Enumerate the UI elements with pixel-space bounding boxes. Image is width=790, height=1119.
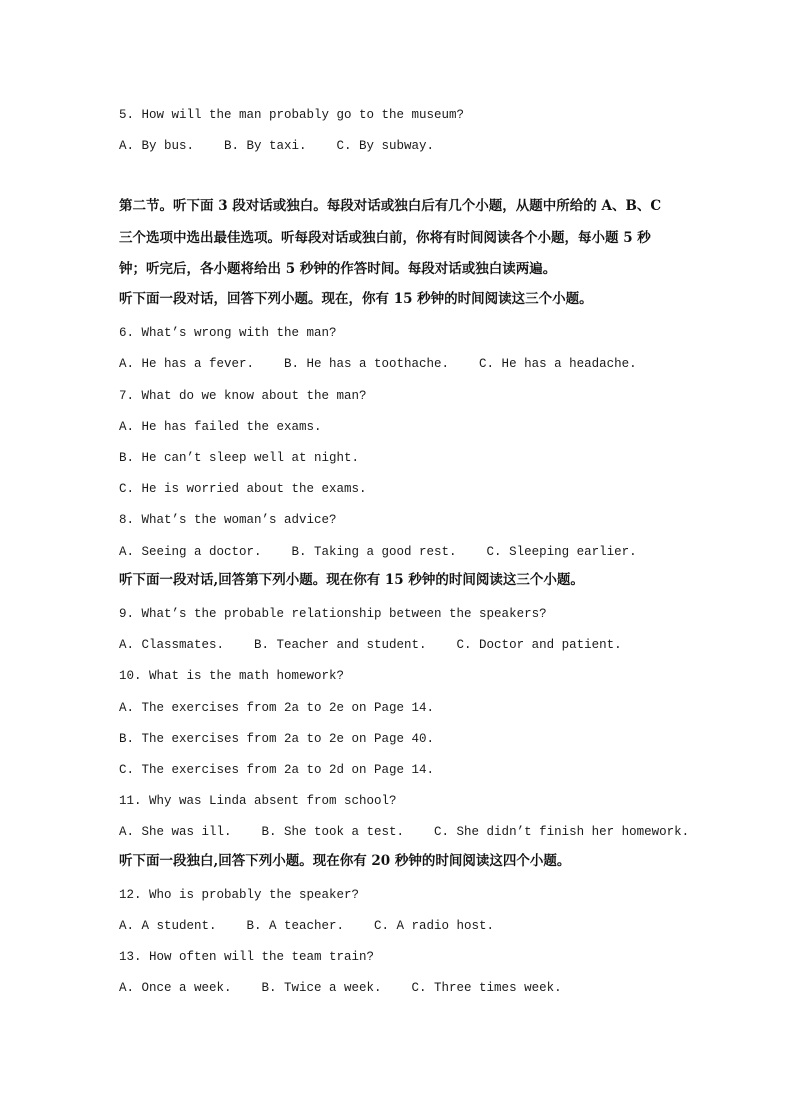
question-11-options: A. She was ill. B. She took a test. C. She didn’t finish her homework.	[119, 825, 690, 839]
question-13-options: A. Once a week. B. Twice a week. C. Three times week.	[119, 981, 562, 995]
question-11: 11. Why was Linda absent from school?	[119, 794, 397, 808]
question-5-options: A. By bus. B. By taxi. C. By subway.	[119, 139, 435, 153]
question-9-options: A. Classmates. B. Teacher and student. C. Doctor and patient.	[119, 638, 622, 652]
question-8-options: A. Seeing a doctor. B. Taking a good rest. C. Sleeping earlier.	[119, 545, 637, 559]
question-10-option-a: A. The exercises from 2a to 2e on Page 14.	[119, 701, 435, 715]
question-8: 8. What’s the woman’s advice?	[119, 513, 337, 527]
question-6: 6. What’s wrong with the man?	[119, 326, 337, 340]
dialogue-2-instructions: 听下面一段对话,回答第下列小题。现在你有 15 秒钟的时间阅读这三个小题。	[119, 572, 584, 588]
monologue-instructions: 听下面一段独白,回答下列小题。现在你有 20 秒钟的时间阅读这四个小题。	[119, 853, 571, 869]
section-2-instructions-line-1: 第二节。听下面 3 段对话或独白。每段对话或独白后有几个小题，从题中所给的 A、B、C	[119, 198, 662, 214]
question-7: 7. What do we know about the man?	[119, 389, 367, 403]
question-6-options: A. He has a fever. B. He has a toothache. C. He has a headache.	[119, 357, 637, 371]
section-2-instructions-line-2: 三个选项中选出最佳选项。听每段对话或独白前，你将有时间阅读各个小题，每小题 5 秒	[119, 230, 651, 246]
question-10: 10. What is the math homework?	[119, 669, 345, 683]
question-7-option-b: B. He can’t sleep well at night.	[119, 451, 360, 465]
question-13: 13. How often will the team train?	[119, 950, 375, 964]
question-10-option-c: C. The exercises from 2a to 2d on Page 14.	[119, 763, 435, 777]
question-10-option-b: B. The exercises from 2a to 2e on Page 40.	[119, 732, 435, 746]
question-12-options: A. A student. B. A teacher. C. A radio host.	[119, 919, 495, 933]
dialogue-1-instructions: 听下面一段对话，回答下列小题。现在，你有 15 秒钟的时间阅读这三个小题。	[119, 291, 593, 307]
question-5: 5. How will the man probably go to the museum?	[119, 108, 465, 122]
question-9: 9. What’s the probable relationship between the speakers?	[119, 607, 547, 621]
question-12: 12. Who is probably the speaker?	[119, 888, 360, 902]
question-7-option-a: A. He has failed the exams.	[119, 420, 322, 434]
question-7-option-c: C. He is worried about the exams.	[119, 482, 367, 496]
section-2-instructions-line-3: 钟；听完后，各小题将给出 5 秒钟的作答时间。每段对话或独白读两遍。	[119, 261, 557, 277]
